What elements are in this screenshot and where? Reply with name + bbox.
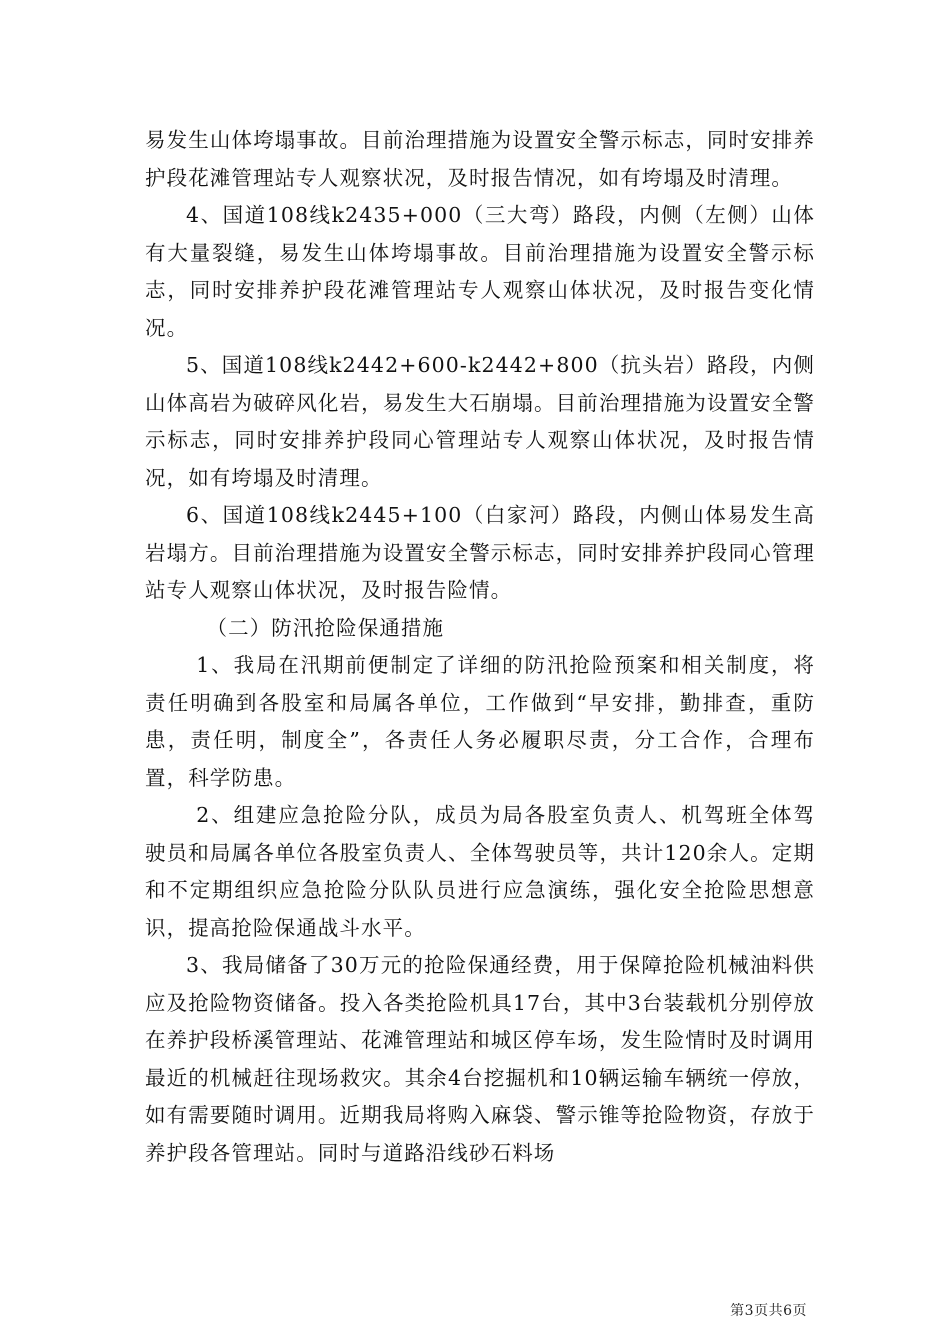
paragraph-measure-3: 3、我局储备了30万元的抢险保通经费，用于保障抢险机械油料供应及抢险物资储备。投入各类抢险机具17台，其中3台装载机分别停放在养护段桥溪管理站、花滩管理站和城区停车场，发生险情时及时调用最近的机械赶往现场救灾。其余4台挖掘机和10辆运输车辆统一停放，如有需要随时调用。近期我局将购入麻袋、警示锥等抢险物资，存放于养护段各管理站。同时与道路沿线砂石料场	[145, 953, 815, 1165]
section-heading: （二）防汛抢险保通措施	[206, 615, 445, 640]
paragraph-continuation: 易发生山体垮塌事故。目前治理措施为设置安全警示标志，同时安排养护段花滩管理站专人观察状况，及时报告情况，如有垮塌及时清理。	[145, 128, 815, 190]
paragraph-measure-1: 1、我局在汛期前便制定了详细的防汛抢险预案和相关制度，将责任明确到各股室和局属各单位，工作做到“早安排，勤排查，重防患，责任明，制度全”，各责任人务必履职尽责，分工合作，合理布置，科学防患。	[145, 653, 815, 790]
document-body	[145, 122, 815, 1172]
paragraph-measure-2: 2、组建应急抢险分队，成员为局各股室负责人、机驾班全体驾驶员和局属各单位各股室负责人、全体驾驶员等，共计120余人。定期和不定期组织应急抢险分队队员进行应急演练，强化安全抢险思想意识，提高抢险保通战斗水平。	[145, 803, 815, 940]
page-number: 第3页共6页	[730, 1303, 807, 1319]
paragraph-item-4: 4、国道108线k2435+000（三大弯）路段，内侧（左侧）山体有大量裂缝，易发生山体垮塌事故。目前治理措施为设置安全警示标志，同时安排养护段花滩管理站专人观察山体状况，及时报告变化情况。	[145, 203, 815, 340]
paragraph-item-6: 6、国道108线k2445+100（白家河）路段，内侧山体易发生高岩塌方。目前治理措施为设置安全警示标志，同时安排养护段同心管理站专人观察山体状况，及时报告险情。	[145, 503, 815, 602]
paragraph-item-5: 5、国道108线k2442+600-k2442+800（抗头岩）路段，内侧山体高岩为破碎风化岩，易发生大石崩塌。目前治理措施为设置安全警示标志，同时安排养护段同心管理站专人观察山体状况，及时报告情况，如有垮塌及时清理。	[145, 353, 815, 490]
